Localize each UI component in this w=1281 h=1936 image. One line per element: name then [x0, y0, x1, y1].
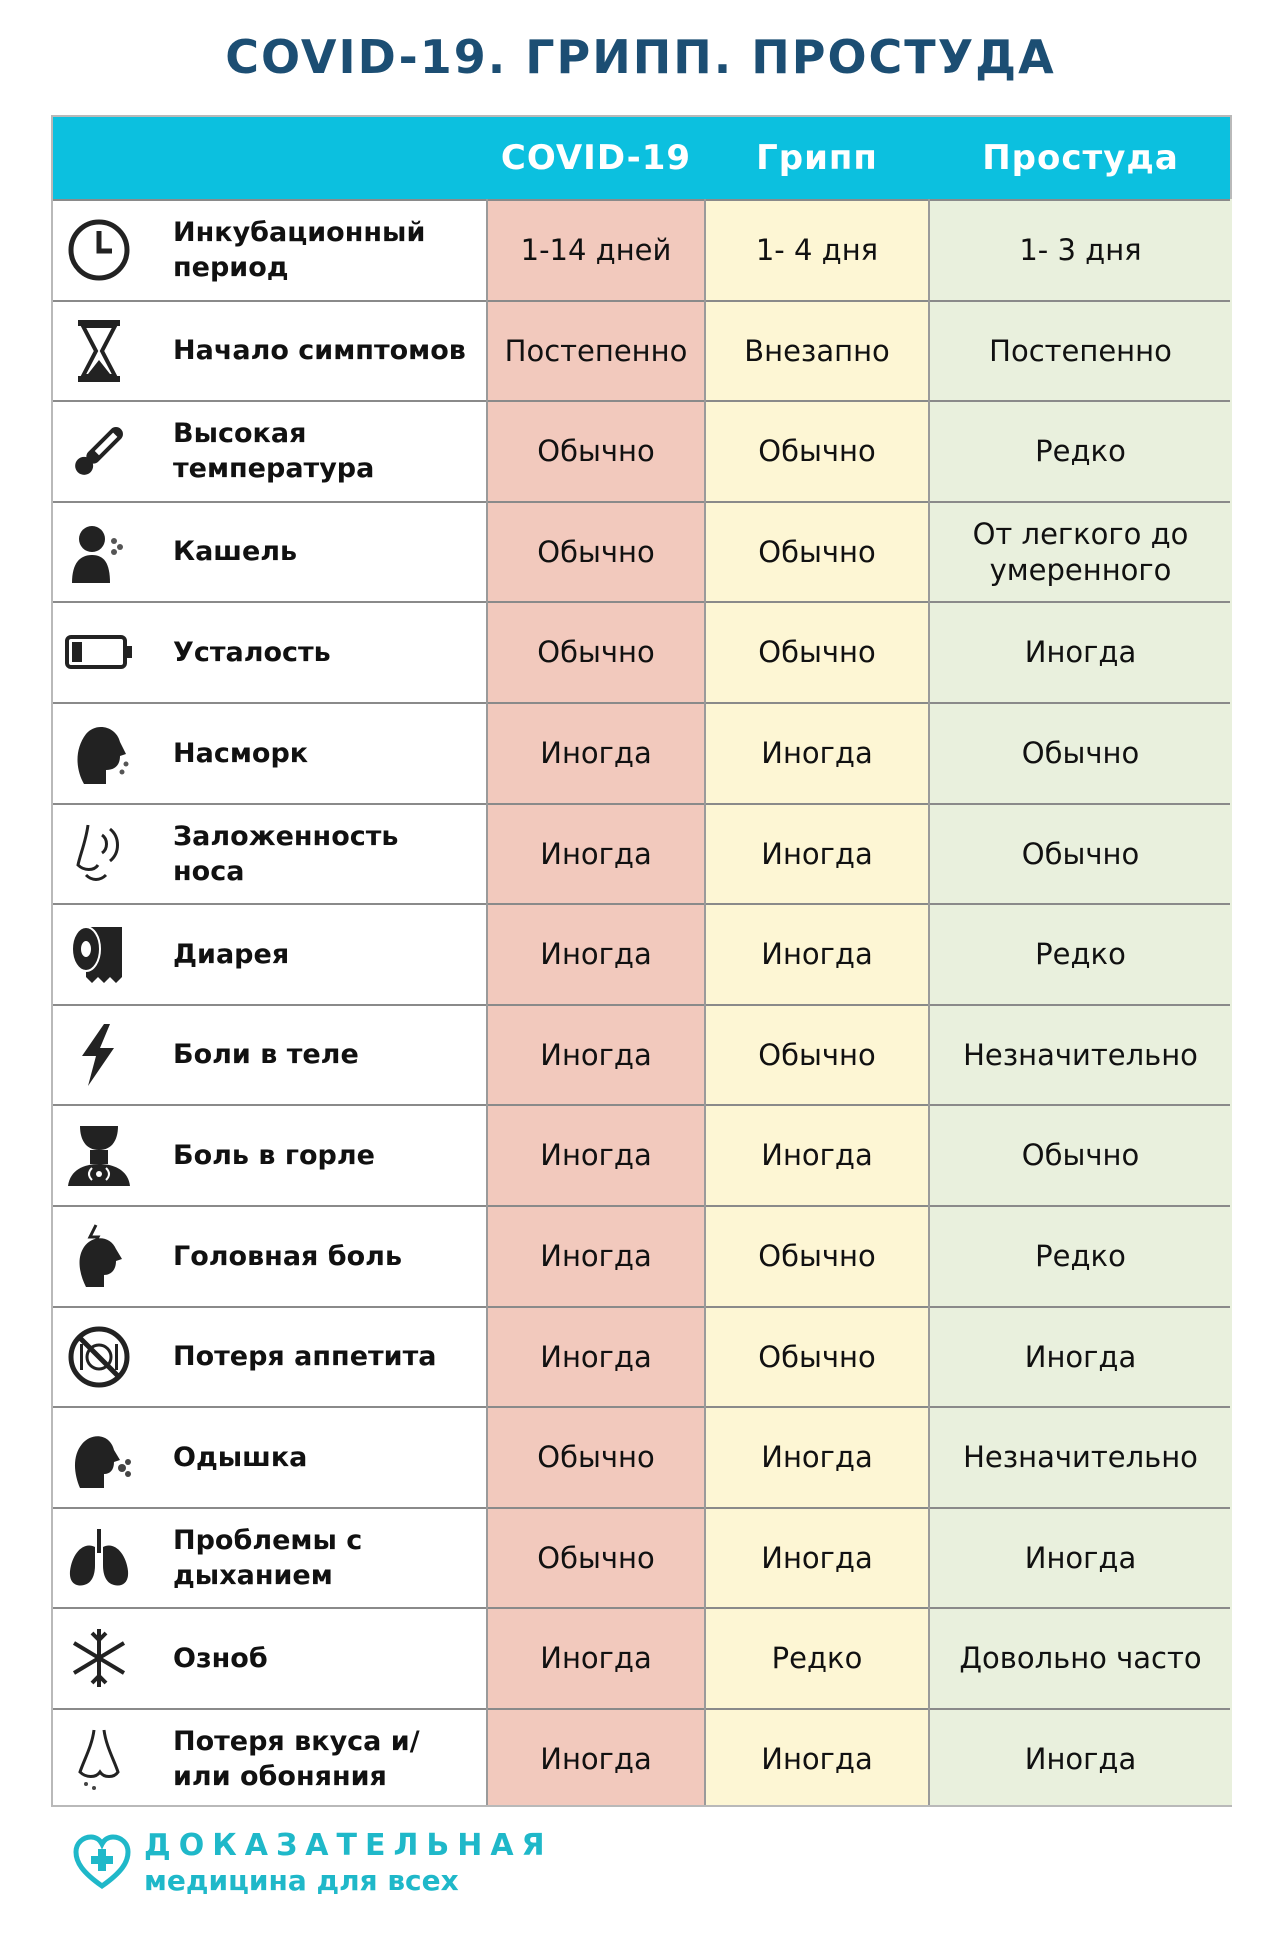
table-header	[53, 117, 1230, 199]
flu-value: Иногда	[761, 736, 873, 770]
headache-icon	[63, 1222, 135, 1290]
covid-value: Иногда	[540, 1339, 652, 1374]
cold-value: Довольно часто	[959, 1641, 1202, 1676]
table-row	[53, 501, 1230, 602]
table-row	[53, 1406, 1230, 1507]
table-row	[53, 1205, 1230, 1306]
flu-value: Редко	[771, 1641, 863, 1676]
cold-value: Обычно	[1021, 836, 1140, 871]
table-row	[53, 1507, 1230, 1608]
runny-nose-icon	[63, 719, 135, 787]
heart-cross-logo-icon	[72, 1832, 132, 1892]
flu-value: Внезапно	[744, 333, 890, 368]
symptom-label: Высокая температура	[173, 418, 375, 485]
cold-value: От легкого до умеренного	[972, 516, 1189, 587]
flu-value: Иногда	[761, 937, 873, 972]
clock-icon	[63, 216, 135, 284]
cold-value: Обычно	[1021, 736, 1140, 770]
covid-value: 1-14 дней	[520, 233, 672, 267]
flu-value: Иногда	[761, 1138, 873, 1173]
table-row	[53, 1104, 1230, 1205]
covid-value: Обычно	[537, 1440, 655, 1475]
flu-value: Обычно	[758, 1037, 876, 1072]
symptom-label: Проблемы с дыханием	[173, 1524, 363, 1591]
symptom-label: Боли в теле	[173, 1039, 359, 1071]
covid-value: Иногда	[540, 937, 652, 972]
header-cold: Простуда	[982, 138, 1179, 178]
symptom-label: Потеря аппетита	[173, 1341, 437, 1373]
symptom-label: Одышка	[173, 1441, 308, 1473]
toilet-paper-icon	[63, 920, 135, 988]
table-row	[53, 702, 1230, 803]
stuffy-nose-icon	[63, 820, 135, 888]
symptom-label: Головная боль	[173, 1240, 403, 1272]
divider-2	[704, 199, 706, 1805]
flu-value: Иногда	[761, 1540, 873, 1575]
flu-value: Обычно	[758, 635, 876, 670]
covid-value: Иногда	[540, 1138, 652, 1173]
covid-value: Обычно	[537, 534, 655, 569]
thermometer-icon	[63, 417, 135, 485]
flu-value: Обычно	[758, 1339, 876, 1374]
flu-value: 1- 4 дня	[755, 233, 879, 267]
shortness-breath-icon	[63, 1423, 135, 1491]
covid-value: Иногда	[540, 836, 652, 871]
symptom-label: Кашель	[173, 536, 298, 568]
flu-value: Иногда	[761, 1742, 873, 1776]
symptom-label: Боль в горле	[173, 1139, 375, 1171]
cold-value: Незначительно	[963, 1440, 1198, 1475]
divider-3	[928, 199, 930, 1805]
nose-icon	[63, 1725, 135, 1793]
cold-value: Редко	[1035, 1239, 1126, 1273]
snowflake-icon	[63, 1624, 135, 1692]
table-row	[53, 300, 1230, 401]
symptom-label: Насморк	[173, 737, 309, 769]
table-row	[53, 1708, 1230, 1809]
covid-value: Иногда	[540, 1641, 652, 1676]
divider-1	[486, 199, 488, 1805]
cold-value: Постепенно	[989, 333, 1172, 368]
comparison-table	[51, 115, 1232, 1807]
covid-value: Обычно	[537, 434, 655, 469]
symptom-label: Диарея	[173, 938, 290, 970]
header-covid: COVID-19	[500, 138, 692, 178]
flu-value: Иногда	[761, 836, 873, 871]
cold-value: Незначительно	[963, 1037, 1198, 1072]
table-row	[53, 601, 1230, 702]
brand-line-2: медицина для всех	[144, 1864, 459, 1897]
symptom-label: Заложенность носа	[173, 820, 399, 887]
cold-value: Иногда	[1024, 1540, 1137, 1575]
symptom-label: Инкубационный период	[173, 217, 426, 283]
brand-line-1: ДОКАЗАТЕЛЬНАЯ	[144, 1828, 553, 1863]
table-row	[53, 803, 1230, 904]
table-row	[53, 400, 1230, 501]
cold-value: Обычно	[1021, 1138, 1140, 1173]
lightning-icon	[63, 1021, 135, 1089]
cold-value: Иногда	[1024, 1339, 1137, 1374]
flu-value: Обычно	[758, 534, 876, 569]
flu-value: Обычно	[758, 434, 876, 469]
flu-value: Иногда	[761, 1440, 873, 1475]
low-battery-icon	[63, 618, 135, 686]
table-row	[53, 1306, 1230, 1407]
covid-value: Иногда	[540, 1239, 652, 1273]
covid-value: Иногда	[540, 1742, 652, 1776]
covid-value: Иногда	[540, 1037, 652, 1072]
cough-icon	[63, 518, 135, 586]
no-food-icon	[63, 1323, 135, 1391]
symptom-label: Начало симптомов	[173, 335, 466, 367]
page-title: COVID-19. ГРИПП. ПРОСТУДА	[225, 30, 1056, 84]
symptom-label: Озноб	[173, 1642, 268, 1674]
hourglass-icon	[63, 317, 135, 385]
sore-throat-icon	[63, 1121, 135, 1189]
table-row	[53, 1607, 1230, 1708]
flu-value: Обычно	[758, 1239, 876, 1273]
covid-value: Постепенно	[504, 333, 688, 368]
cold-value: 1- 3 дня	[1019, 233, 1142, 267]
cold-value: Редко	[1035, 434, 1126, 469]
symptom-label: Усталость	[173, 636, 331, 668]
cold-value: Редко	[1035, 937, 1126, 972]
covid-value: Иногда	[540, 736, 652, 770]
covid-value: Обычно	[537, 1540, 655, 1575]
table-row	[53, 199, 1230, 300]
covid-value: Обычно	[537, 635, 655, 670]
table-row	[53, 1004, 1230, 1105]
lungs-icon	[63, 1524, 135, 1592]
header-flu: Грипп	[756, 138, 878, 178]
cold-value: Иногда	[1024, 1742, 1137, 1776]
cold-value: Иногда	[1024, 635, 1137, 670]
table-row	[53, 903, 1230, 1004]
symptom-label: Потеря вкуса и/или обоняния	[173, 1726, 420, 1792]
